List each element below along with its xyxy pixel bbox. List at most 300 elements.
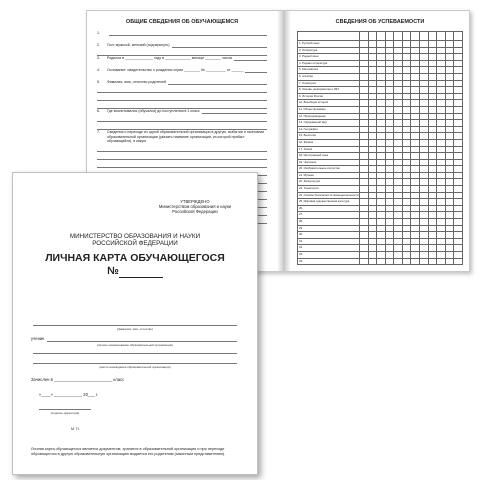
grade-cell[interactable] (360, 245, 369, 252)
grade-cell[interactable] (454, 258, 463, 265)
grade-cell[interactable] (445, 100, 454, 107)
grade-cell[interactable] (454, 205, 463, 212)
grade-cell[interactable] (445, 80, 454, 87)
grade-cell[interactable] (437, 172, 446, 179)
grade-cell[interactable] (368, 153, 377, 160)
grade-cell[interactable] (394, 245, 403, 252)
grade-cell[interactable] (437, 60, 446, 67)
grade-cell[interactable] (437, 146, 446, 153)
grade-cell[interactable] (445, 139, 454, 146)
grade-cell[interactable] (420, 205, 429, 212)
grade-cell[interactable] (402, 67, 411, 74)
grade-cell[interactable] (445, 159, 454, 166)
grade-cell[interactable] (368, 60, 377, 67)
grade-cell[interactable] (394, 212, 403, 219)
grade-cell[interactable] (437, 133, 446, 140)
grade-cell[interactable] (445, 232, 454, 239)
grade-cell[interactable] (394, 120, 403, 127)
grade-cell[interactable] (428, 73, 437, 80)
grade-cell[interactable] (454, 245, 463, 252)
grade-cell[interactable] (377, 238, 386, 245)
grade-cell[interactable] (445, 245, 454, 252)
grade-cell[interactable] (411, 106, 420, 113)
grade-cell[interactable] (420, 41, 429, 48)
grade-cell[interactable] (402, 54, 411, 61)
grade-cell[interactable] (445, 54, 454, 61)
grade-cell[interactable] (454, 146, 463, 153)
grade-cell[interactable] (437, 153, 446, 160)
grade-cell[interactable] (402, 166, 411, 173)
grade-cell[interactable] (394, 219, 403, 226)
grade-cell[interactable] (394, 192, 403, 199)
grade-cell[interactable] (411, 166, 420, 173)
grade-cell[interactable] (402, 192, 411, 199)
grade-cell[interactable] (385, 41, 394, 48)
grade-cell[interactable] (394, 54, 403, 61)
grade-cell[interactable] (454, 166, 463, 173)
grade-cell[interactable] (377, 120, 386, 127)
grade-cell[interactable] (360, 186, 369, 193)
grade-cell[interactable] (454, 120, 463, 127)
grade-cell[interactable] (402, 159, 411, 166)
grade-cell[interactable] (377, 199, 386, 206)
grade-cell[interactable] (420, 67, 429, 74)
grade-cell[interactable] (377, 252, 386, 259)
grade-cell[interactable] (428, 179, 437, 186)
grade-cell[interactable] (394, 186, 403, 193)
grade-cell[interactable] (394, 166, 403, 173)
grade-cell[interactable] (385, 80, 394, 87)
grade-cell[interactable] (428, 126, 437, 133)
grade-cell[interactable] (394, 225, 403, 232)
grade-cell[interactable] (377, 225, 386, 232)
grade-cell[interactable] (385, 245, 394, 252)
grade-cell[interactable] (360, 192, 369, 199)
grade-cell[interactable] (445, 199, 454, 206)
grade-cell[interactable] (428, 153, 437, 160)
grade-cell[interactable] (394, 126, 403, 133)
grade-cell[interactable] (445, 212, 454, 219)
grade-cell[interactable] (420, 179, 429, 186)
grade-cell[interactable] (368, 205, 377, 212)
grade-cell[interactable] (420, 87, 429, 94)
grade-cell[interactable] (385, 47, 394, 54)
grade-cell[interactable] (360, 80, 369, 87)
grade-cell[interactable] (360, 139, 369, 146)
grade-cell[interactable] (454, 192, 463, 199)
grade-cell[interactable] (377, 60, 386, 67)
grade-cell[interactable] (411, 192, 420, 199)
grade-cell[interactable] (420, 186, 429, 193)
grade-cell[interactable] (437, 47, 446, 54)
grade-cell[interactable] (428, 192, 437, 199)
grade-cell[interactable] (394, 199, 403, 206)
grade-cell[interactable] (420, 54, 429, 61)
grade-cell[interactable] (368, 225, 377, 232)
item-fill-line[interactable] (168, 80, 267, 85)
grade-cell[interactable] (368, 252, 377, 259)
grade-cell[interactable] (360, 252, 369, 259)
grade-cell[interactable] (360, 113, 369, 120)
grade-cell[interactable] (437, 100, 446, 107)
grade-cell[interactable] (420, 159, 429, 166)
item-fill-line[interactable] (172, 43, 267, 48)
grade-cell[interactable] (360, 54, 369, 61)
grade-cell[interactable] (385, 225, 394, 232)
grade-cell[interactable] (368, 113, 377, 120)
org-field[interactable] (47, 341, 237, 342)
grade-cell[interactable] (360, 166, 369, 173)
grade-cell[interactable] (454, 179, 463, 186)
grade-cell[interactable] (420, 232, 429, 239)
grade-cell[interactable] (394, 205, 403, 212)
grade-cell[interactable] (420, 153, 429, 160)
grade-cell[interactable] (360, 159, 369, 166)
grade-cell[interactable] (445, 93, 454, 100)
grade-cell[interactable] (402, 120, 411, 127)
grade-cell[interactable] (368, 159, 377, 166)
grade-cell[interactable] (360, 93, 369, 100)
grade-cell[interactable] (437, 73, 446, 80)
grade-cell[interactable] (411, 186, 420, 193)
grade-cell[interactable] (368, 54, 377, 61)
grade-cell[interactable] (360, 205, 369, 212)
grade-cell[interactable] (360, 106, 369, 113)
grade-cell[interactable] (368, 67, 377, 74)
grade-cell[interactable] (437, 126, 446, 133)
grade-cell[interactable] (368, 172, 377, 179)
grade-cell[interactable] (394, 232, 403, 239)
grade-cell[interactable] (420, 212, 429, 219)
grade-cell[interactable] (420, 133, 429, 140)
grade-cell[interactable] (402, 199, 411, 206)
grade-cell[interactable] (377, 179, 386, 186)
grade-cell[interactable] (385, 67, 394, 74)
grade-cell[interactable] (428, 225, 437, 232)
grade-cell[interactable] (402, 106, 411, 113)
grade-cell[interactable] (454, 232, 463, 239)
grade-cell[interactable] (428, 186, 437, 193)
grade-cell[interactable] (377, 106, 386, 113)
grade-cell[interactable] (402, 73, 411, 80)
grade-cell[interactable] (394, 87, 403, 94)
grade-cell[interactable] (402, 252, 411, 259)
grade-cell[interactable] (402, 225, 411, 232)
grade-cell[interactable] (411, 120, 420, 127)
grade-cell[interactable] (377, 80, 386, 87)
grade-cell[interactable] (368, 126, 377, 133)
grade-cell[interactable] (445, 106, 454, 113)
grade-cell[interactable] (454, 186, 463, 193)
grade-cell[interactable] (428, 212, 437, 219)
grade-cell[interactable] (437, 159, 446, 166)
grade-cell[interactable] (377, 232, 386, 239)
grade-cell[interactable] (428, 245, 437, 252)
grade-cell[interactable] (454, 73, 463, 80)
grade-cell[interactable] (437, 212, 446, 219)
grade-cell[interactable] (360, 73, 369, 80)
grade-cell[interactable] (437, 238, 446, 245)
grade-cell[interactable] (454, 133, 463, 140)
grade-cell[interactable] (385, 133, 394, 140)
grade-cell[interactable] (377, 172, 386, 179)
grade-cell[interactable] (360, 67, 369, 74)
grade-cell[interactable] (385, 120, 394, 127)
item-extra-line[interactable] (97, 151, 267, 152)
grade-cell[interactable] (411, 41, 420, 48)
grade-cell[interactable] (454, 113, 463, 120)
grade-cell[interactable] (368, 41, 377, 48)
grade-cell[interactable] (377, 258, 386, 265)
grade-cell[interactable] (377, 126, 386, 133)
grade-cell[interactable] (428, 232, 437, 239)
grade-cell[interactable] (420, 100, 429, 107)
grade-cell[interactable] (368, 73, 377, 80)
grade-cell[interactable] (377, 113, 386, 120)
grade-cell[interactable] (394, 80, 403, 87)
grade-cell[interactable] (385, 258, 394, 265)
grade-cell[interactable] (454, 47, 463, 54)
grade-cell[interactable] (360, 100, 369, 107)
grade-cell[interactable] (368, 133, 377, 140)
grade-cell[interactable] (394, 41, 403, 48)
grade-cell[interactable] (394, 47, 403, 54)
grade-cell[interactable] (411, 139, 420, 146)
grade-cell[interactable] (454, 212, 463, 219)
grade-cell[interactable] (394, 159, 403, 166)
grade-cell[interactable] (368, 232, 377, 239)
grade-cell[interactable] (368, 106, 377, 113)
grade-cell[interactable] (377, 159, 386, 166)
grade-cell[interactable] (402, 126, 411, 133)
grade-cell[interactable] (402, 133, 411, 140)
grade-cell[interactable] (437, 192, 446, 199)
grade-cell[interactable] (420, 73, 429, 80)
grade-cell[interactable] (411, 153, 420, 160)
grade-cell[interactable] (445, 252, 454, 259)
grade-cell[interactable] (368, 179, 377, 186)
grade-cell[interactable] (454, 80, 463, 87)
grade-cell[interactable] (394, 100, 403, 107)
grade-cell[interactable] (445, 67, 454, 74)
grade-cell[interactable] (428, 166, 437, 173)
grade-cell[interactable] (368, 146, 377, 153)
grade-cell[interactable] (454, 41, 463, 48)
grade-cell[interactable] (385, 87, 394, 94)
grade-cell[interactable] (445, 238, 454, 245)
grade-cell[interactable] (437, 67, 446, 74)
grade-cell[interactable] (428, 100, 437, 107)
grade-cell[interactable] (454, 67, 463, 74)
grade-cell[interactable] (454, 199, 463, 206)
grade-cell[interactable] (360, 199, 369, 206)
grade-cell[interactable] (360, 41, 369, 48)
grade-cell[interactable] (385, 153, 394, 160)
grade-cell[interactable] (454, 100, 463, 107)
grade-cell[interactable] (368, 80, 377, 87)
grade-cell[interactable] (385, 252, 394, 259)
grade-cell[interactable] (368, 212, 377, 219)
grade-cell[interactable] (454, 153, 463, 160)
grade-cell[interactable] (428, 146, 437, 153)
grade-cell[interactable] (394, 106, 403, 113)
grade-cell[interactable] (411, 245, 420, 252)
grade-cell[interactable] (360, 133, 369, 140)
grade-cell[interactable] (428, 238, 437, 245)
grade-cell[interactable] (402, 41, 411, 48)
grade-cell[interactable] (420, 172, 429, 179)
grade-cell[interactable] (445, 166, 454, 173)
grade-cell[interactable] (385, 126, 394, 133)
grade-cell[interactable] (411, 232, 420, 239)
grade-cell[interactable] (360, 238, 369, 245)
grade-cell[interactable] (420, 146, 429, 153)
grade-cell[interactable] (437, 166, 446, 173)
grade-cell[interactable] (402, 172, 411, 179)
grade-cell[interactable] (428, 252, 437, 259)
grade-cell[interactable] (420, 238, 429, 245)
grade-cell[interactable] (445, 113, 454, 120)
grade-cell[interactable] (454, 219, 463, 226)
grade-cell[interactable] (420, 258, 429, 265)
grade-cell[interactable] (454, 87, 463, 94)
grade-cell[interactable] (385, 93, 394, 100)
grade-cell[interactable] (437, 199, 446, 206)
grade-cell[interactable] (420, 166, 429, 173)
grade-cell[interactable] (445, 153, 454, 160)
grade-cell[interactable] (360, 258, 369, 265)
grade-cell[interactable] (437, 186, 446, 193)
grade-cell[interactable] (428, 133, 437, 140)
grade-cell[interactable] (377, 67, 386, 74)
grade-cell[interactable] (411, 133, 420, 140)
item-fill-line[interactable] (245, 68, 267, 73)
grade-cell[interactable] (411, 67, 420, 74)
grade-cell[interactable] (445, 205, 454, 212)
grade-cell[interactable] (411, 93, 420, 100)
fio-field[interactable] (33, 325, 237, 326)
grade-cell[interactable] (411, 179, 420, 186)
grade-cell[interactable] (437, 120, 446, 127)
grade-cell[interactable] (428, 47, 437, 54)
grade-cell[interactable] (368, 139, 377, 146)
grade-cell[interactable] (368, 93, 377, 100)
item-fill-line[interactable] (109, 31, 267, 36)
grade-cell[interactable] (360, 60, 369, 67)
item-extra-line[interactable] (97, 121, 267, 122)
grade-cell[interactable] (445, 47, 454, 54)
grade-cell[interactable] (385, 159, 394, 166)
grade-cell[interactable] (385, 238, 394, 245)
grade-cell[interactable] (454, 126, 463, 133)
grade-cell[interactable] (420, 139, 429, 146)
grade-cell[interactable] (402, 113, 411, 120)
item-extra-line[interactable] (97, 159, 267, 160)
grade-cell[interactable] (385, 54, 394, 61)
grade-cell[interactable] (368, 120, 377, 127)
grade-cell[interactable] (385, 139, 394, 146)
grade-cell[interactable] (437, 54, 446, 61)
grade-cell[interactable] (377, 100, 386, 107)
grade-cell[interactable] (385, 186, 394, 193)
grade-cell[interactable] (411, 258, 420, 265)
grade-cell[interactable] (420, 245, 429, 252)
grade-cell[interactable] (454, 225, 463, 232)
grade-cell[interactable] (437, 205, 446, 212)
grade-cell[interactable] (377, 139, 386, 146)
grade-cell[interactable] (411, 159, 420, 166)
grade-cell[interactable] (411, 212, 420, 219)
grade-cell[interactable] (445, 225, 454, 232)
item-extra-line[interactable] (97, 167, 267, 168)
location-field[interactable] (33, 363, 237, 364)
grade-cell[interactable] (385, 60, 394, 67)
grade-cell[interactable] (402, 212, 411, 219)
grade-cell[interactable] (445, 133, 454, 140)
grade-cell[interactable] (368, 199, 377, 206)
grade-cell[interactable] (420, 120, 429, 127)
grade-cell[interactable] (394, 153, 403, 160)
grade-cell[interactable] (445, 186, 454, 193)
grade-cell[interactable] (445, 219, 454, 226)
grade-cell[interactable] (385, 232, 394, 239)
item-extra-line[interactable] (97, 100, 267, 101)
grade-cell[interactable] (428, 54, 437, 61)
grade-cell[interactable] (437, 93, 446, 100)
grade-cell[interactable] (377, 212, 386, 219)
grade-cell[interactable] (420, 47, 429, 54)
grade-cell[interactable] (385, 106, 394, 113)
grade-cell[interactable] (377, 192, 386, 199)
grade-cell[interactable] (385, 166, 394, 173)
grade-cell[interactable] (420, 225, 429, 232)
grade-cell[interactable] (402, 186, 411, 193)
grade-cell[interactable] (360, 87, 369, 94)
grade-cell[interactable] (377, 73, 386, 80)
grade-cell[interactable] (394, 238, 403, 245)
grade-cell[interactable] (437, 225, 446, 232)
grade-cell[interactable] (437, 245, 446, 252)
grade-cell[interactable] (411, 73, 420, 80)
grade-cell[interactable] (402, 153, 411, 160)
grade-cell[interactable] (394, 60, 403, 67)
grade-cell[interactable] (428, 113, 437, 120)
grade-cell[interactable] (411, 219, 420, 226)
grade-cell[interactable] (411, 205, 420, 212)
grade-cell[interactable] (402, 93, 411, 100)
grade-cell[interactable] (402, 146, 411, 153)
item-fill-line[interactable] (234, 56, 267, 61)
grade-cell[interactable] (445, 73, 454, 80)
grade-cell[interactable] (428, 219, 437, 226)
grade-cell[interactable] (377, 153, 386, 160)
grade-cell[interactable] (385, 172, 394, 179)
grade-cell[interactable] (411, 54, 420, 61)
grade-cell[interactable] (402, 80, 411, 87)
grade-cell[interactable] (360, 219, 369, 226)
grade-cell[interactable] (360, 126, 369, 133)
grade-cell[interactable] (377, 87, 386, 94)
grade-cell[interactable] (368, 258, 377, 265)
grade-cell[interactable] (428, 159, 437, 166)
grade-cell[interactable] (385, 199, 394, 206)
grade-cell[interactable] (377, 47, 386, 54)
grade-cell[interactable] (377, 245, 386, 252)
grade-cell[interactable] (454, 238, 463, 245)
grade-cell[interactable] (385, 212, 394, 219)
grade-cell[interactable] (377, 133, 386, 140)
grade-cell[interactable] (428, 120, 437, 127)
